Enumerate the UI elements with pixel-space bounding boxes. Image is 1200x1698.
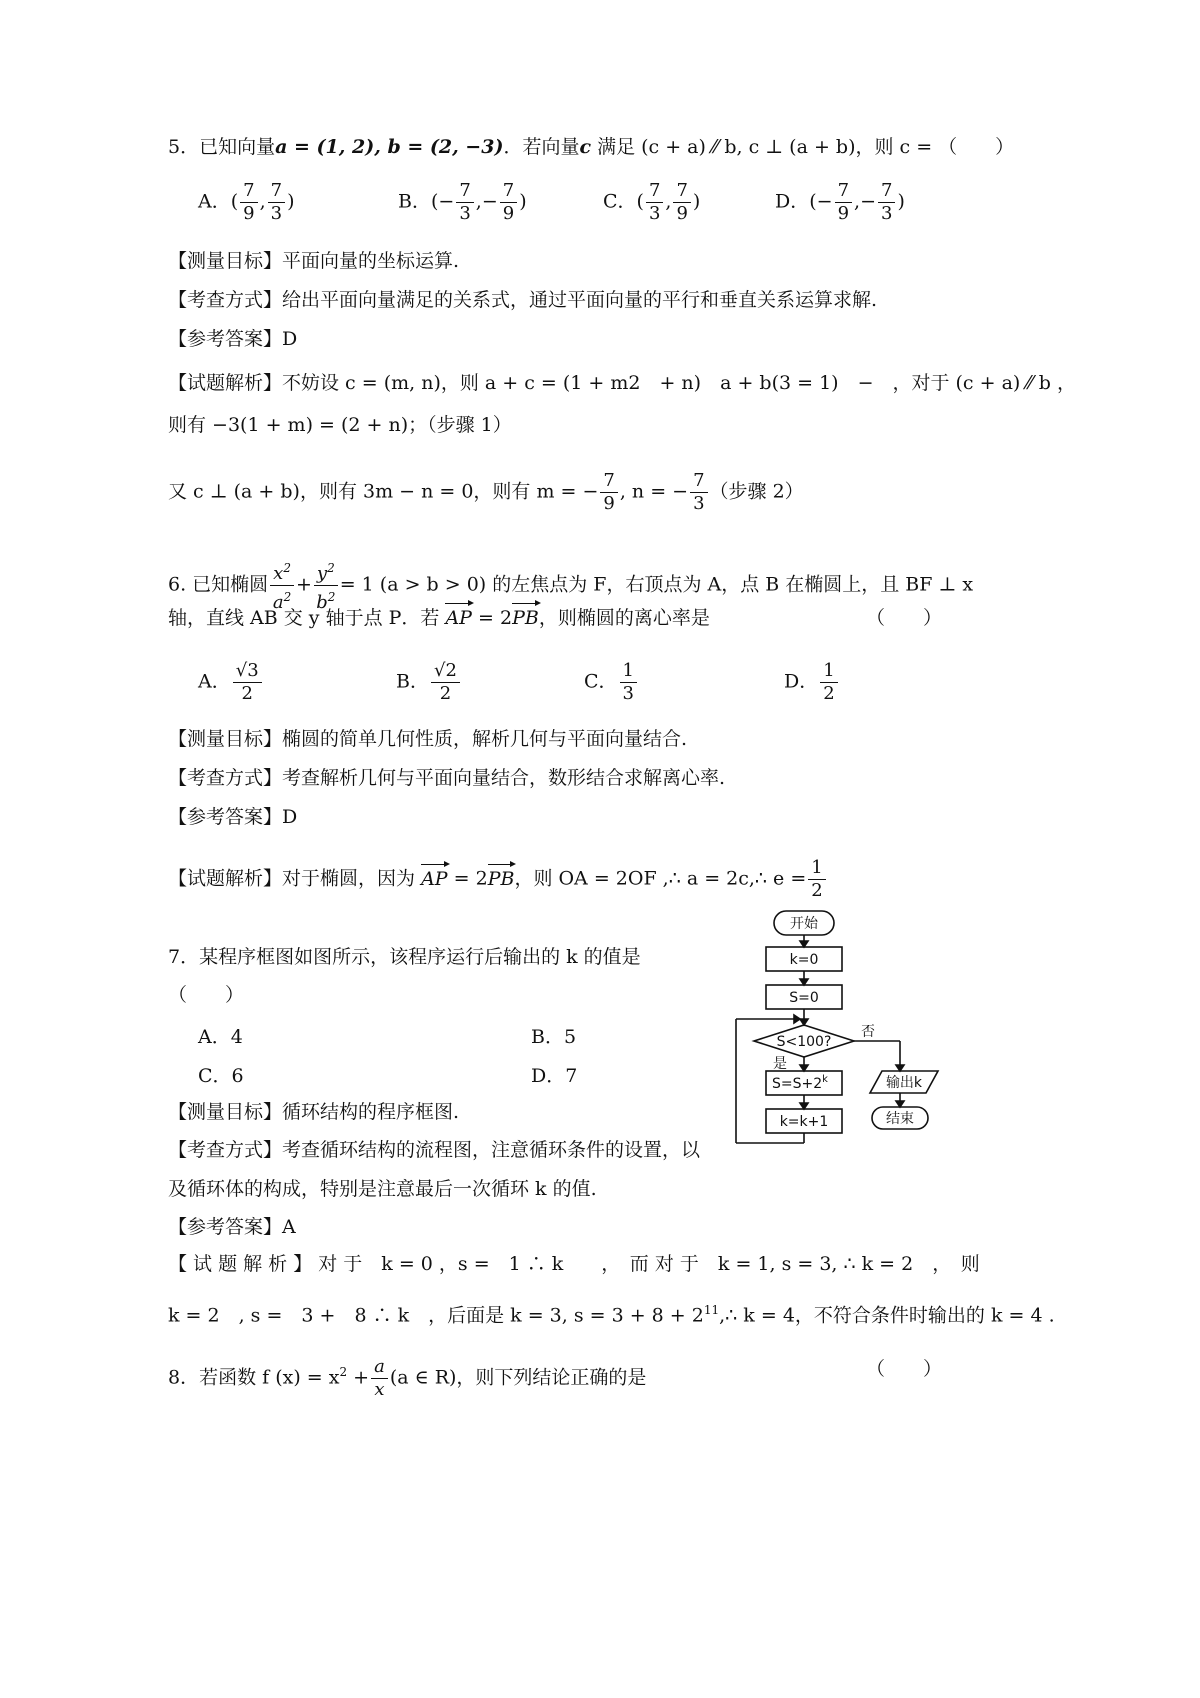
q5-option-a[interactable]: A．( $\frac{7}{9}$ , $\frac{7}{3}$ ) [198,180,295,224]
q6-stem-line2: 轴，直线 AB 交 y 轴于点 P．若 AP = 2PB，则椭圆的离心率是 [168,607,710,629]
q6-method: 【考查方式】考查解析几何与平面向量结合，数形结合求解离心率. [168,767,726,789]
flowchart-update-s-label: $S=S+2^k$ [772,1074,828,1092]
flowchart-condition-label: S<100? [776,1034,832,1050]
q8-stem: 8．若函数 f $(x) = x^2$ + $\frac{a}{x}$ (a ∈ R)，则下列结论正确的是 [168,1356,647,1400]
q6-stem: 6. 已知椭圆 $\frac{x^2}{a^2}$ + $\frac{y^2}{b^2}$ = 1 (a > b > 0) 的左焦点为 F，右顶点为 A，点 B 在椭圆上，且 BF ⊥ x [168,557,973,614]
q5-stem: 5．已知向量a = (1, 2), b = (2, −3)．若向量c 满足 (c + a) ⁄⁄ b, c ⊥ (a + b)，则 c = （ ） [168,136,1015,158]
q7-method-line2: 及循环体的构成，特别是注意最后一次循环 k 的值. [168,1178,597,1200]
flowchart-init-k-label: k=0 [789,952,819,968]
q7-option-b[interactable]: B．5 [531,1026,577,1048]
q5-option-c[interactable]: C．( $\frac{7}{3}$ , $\frac{7}{9}$ ) [603,180,701,224]
flowchart-update-k-label: k=k+1 [779,1114,829,1130]
q7-method-line1: 【考查方式】考查循环结构的流程图，注意循环条件的设置，以 [168,1139,701,1161]
q7-analysis-line1: 【 试 题 解 析 】 对 于 k = 0 ，s = 1 ∴ k ， 而 对 于 k = 1, s = 3, ∴ k = 2 ， 则 [168,1253,980,1275]
q7-option-a[interactable]: A．4 [198,1026,243,1048]
q5-option-d[interactable]: D．(− $\frac{7}{9}$ ,− $\frac{7}{3}$ ) [775,180,905,224]
q7-target: 【测量目标】循环结构的程序框图. [168,1101,460,1123]
flowchart-end-label: 结束 [886,1111,914,1127]
q7-analysis-line2: k = 2 , s = 3 + 8 ∴ k ，后面是 k = 3, $s = 3 + 8 + 2^{11},\therefore$ k = 4，不符合条件时输出的 k = 4 . [168,1303,1055,1327]
q6-option-c[interactable]: C． $\frac{1}{3}$ [584,660,639,705]
flowchart-init-s-label: S=0 [789,990,819,1006]
flowchart-no-label: 否 [861,1024,875,1040]
q6-paren: （ ） [866,607,943,629]
q7-stem: 7．某程序框图如图所示，该程序运行后输出的 k 的值是 [168,946,641,968]
q5-option-b[interactable]: B．(− $\frac{7}{3}$ ,− $\frac{7}{9}$ ) [398,180,527,224]
q5-target: 【测量目标】平面向量的坐标运算. [168,250,460,272]
q5-answer: 【参考答案】D [168,328,298,350]
q8-paren: （ ） [866,1358,943,1380]
q5-analysis-line3: 又 c ⊥ (a + b)，则有 3m − n = 0，则有 m = − $\frac{7}{9}$ , n = − $\frac{7}{3}$ （步骤 2） [168,470,804,514]
q7-flowchart [730,905,950,1155]
flowchart-output-label: 输出k [885,1075,923,1091]
q7-option-c[interactable]: C．6 [198,1065,244,1087]
q5-analysis-line2: 则有 −3(1 + m) = (2 + n)；（步骤 1） [168,414,512,436]
q6-answer: 【参考答案】D [168,806,298,828]
q6-option-b[interactable]: B． $\frac{√2}{2}$ [396,660,462,705]
q5-method: 【考查方式】给出平面向量满足的关系式，通过平面向量的平行和垂直关系运算求解. [168,289,878,311]
flowchart-start-label: 开始 [790,916,818,932]
flowchart-yes-label: 是 [773,1056,787,1072]
q6-analysis: 【试题解析】对于椭圆，因为 AP = 2PB，则 OA = 2OF ,∴ a = 2c,∴ e = $\frac{1}{2}$ [168,857,828,902]
q7-option-d[interactable]: D．7 [531,1065,578,1087]
q6-option-d[interactable]: D． $\frac{1}{2}$ [784,660,840,705]
q7-answer: 【参考答案】A [168,1216,296,1238]
q6-target: 【测量目标】椭圆的简单几何性质，解析几何与平面向量结合. [168,728,688,750]
q5-analysis-line1: 【试题解析】不妨设 c = (m, n)，则 a + c = (1 + m2 + n) a + b(3 = 1) − ，对于 (c + a) ⁄⁄ b ， [168,372,1076,394]
q6-option-a[interactable]: A． $\frac{√3}{2}$ [198,660,264,705]
q7-paren: （ ） [168,984,245,1006]
